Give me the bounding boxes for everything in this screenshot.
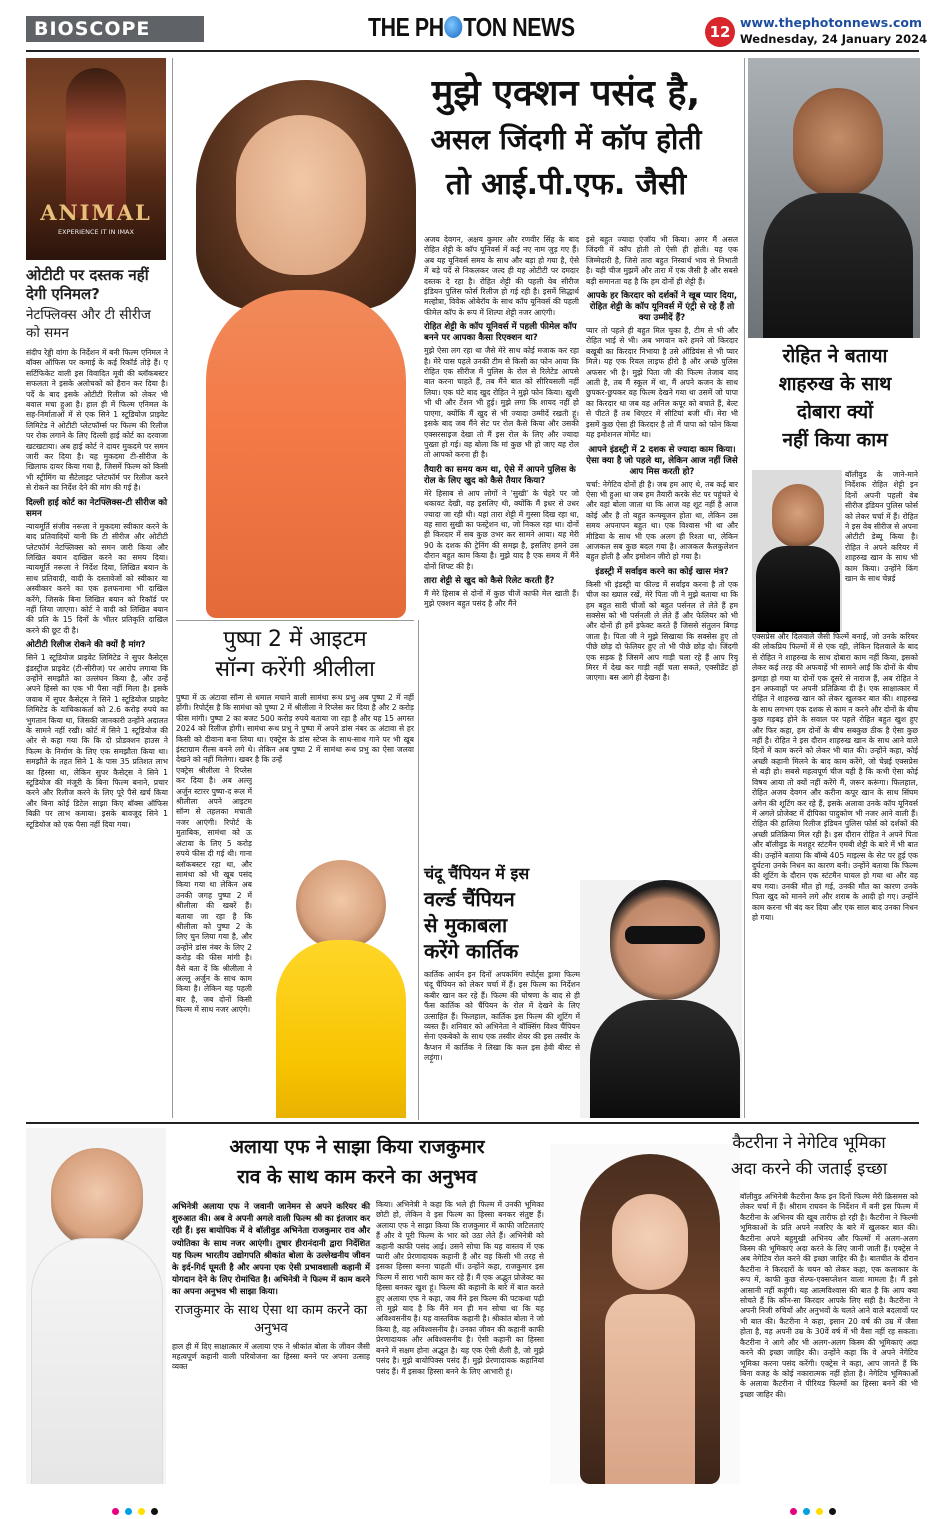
shilpa-col1-a3: मैं मेरे हिसाब से दोनों में कुछ चीजें काफी मेल खाती हैं। मुझे एक्शन बहुत पसंद है और मैंने — [424, 588, 579, 609]
rohit-headline-line1: रोहित ने बताया — [782, 345, 888, 367]
alaya-subhead: राजकुमार के साथ ऐसा था काम करने का अनुभव — [174, 1302, 368, 1336]
alaya-headline-line2: राव के साथ काम करने का अनुभव — [237, 1166, 477, 1188]
issue-date: Wednesday, 24 January 2024 — [740, 32, 928, 46]
alaya-col1 — [172, 1200, 370, 1482]
left-story-para3: सिने 1 स्टूडियोज प्राइवेट लिमिटेड ने सुपर कैसेट्स इंडस्ट्रीज प्राइवेट (टी-सीरीज) पर आरोप लगाया कि उन्होंने समझौते का उल्लंघन किया है, और उन्हें अपने हिस्से का एक भी पैसा नहीं मिला है। इसके जवाब में सुपर कैसेट्स ने सिने 1 स्टूडियोज प्राइवेट लिमिटेड के याचिकाकर्ता को 2.6 करोड़ रुपये का भुगतान किया था, जिसकी जानकारी उन्होंने अदालत के सामने नहीं रखी। कोर्ट में सिने 1 स्टूडियोज की ओर से कहा गया कि कि दो प्रोडक्शन हाउस ने फिल्म के निर्माण के लिए एक समझौता किया था। समझौते के तहत सिने 1 के पास 35 प्रतिशत लाभ का हिस्सा था, लेकिन सुपर कैसेट्स ने सिने 1 स्टूडियोज की मंजूरी के बिना फिल्म बनाने, प्रचार करने और रिलीज करने के लिए पूरे पैसे खर्च किया और बिना कोई डिटेल साझा किए बॉक्स ऑफिस बिक्री पर लाभ कमाया। इसके बावजूद सिने 1 स्टूडियोज को एक पैसा नहीं दिया गया। — [26, 653, 168, 829]
masthead — [0, 0, 945, 54]
color-registration-bar — [112, 1500, 164, 1519]
shilpa-col2-a1: प्यार तो पहले ही बहुत मिल चुका है, टीम से भी और रोहित भाई से भी। अब भगवान करे हमने जो किरदार बखूबी का किरदार निभाया है उसे ऑडियंस से भी प्यार मिले। यह एक रियल लाइफ हीरो है और अच्छे पुलिस अफसर भी है। मुझे पिता जी की फिल्म तेजाब याद आती है, तब मैं स्कूल में था, मैं अपने कजन के साथ छुपकर-छुपकर वह फिल्म देखने गया था उसमें जो पापा का किरदार था जब वह अनिल कपूर को बचाते हैं, बेल्ट से पीटते हैं तब थिएटर में सीटियां बजी थीं। मेरा भी इसमें कुछ ऐसा ही किरदार है तो मैं पापा को फोन किया यह इमोशनल मोमेंट था। — [586, 326, 738, 440]
shilpa-col1-a1: मुझे ऐसा लग रहा था जैसे मेरे साथ कोई मजाक कर रहा है। मेरे पास पहले उनकी टीम से किसी का फोन आया कि रोहित एक सीरीज में पुलिस के रोल से रिलेटेड आपसे बात करना चाहते हैं, तब मैंने बात को सीरियसली नहीं लिया। एक घंटे बाद खुद रोहित ने मुझे फोन किया। खुशी भी थी और टेंशन भी हुई। मुझे लगा कि शायद नहीं हो पाएगा, क्योंकि मैं खुद से भी ज्यादा उम्मीदें रखती हूं। इसके बाद जब मैंने सेट पर रोल कैसे किया और उसकी एक्सरसाइज देखा तो मैं इस रोल के लिए और ज्यादा पुख्ता हो गई। वह बोला कि मां कुछ भी हो जाए यह रोल तो आपको करना ही है। — [424, 346, 579, 460]
shilpa-col2-q1: आपके हर किरदार को दर्शकों ने खूब प्यार दिया, रोहित शेट्टी के कॉप यूनिवर्स में एंट्री से रहे हैं तो क्या उम्मीदें हैं? — [586, 291, 738, 324]
alaya-col1-tail: हाल ही में दिए साक्षात्कार में अलाया एफ ने श्रीकांत बोला के जीवन जैसी महत्वपूर्ण कहानी वाली परियोजना का हिस्सा बनने पर अपना उत्साह व्यक्त — [172, 1341, 370, 1372]
page-number-badge: 12 — [705, 17, 735, 47]
left-story-sub1: दिल्ली हाई कोर्ट का नेटफ्लिक्स-टी सीरीज को समन — [26, 497, 168, 519]
shilpa-col2-intro: इसे बहुत ज्यादा एंजॉय भी किया। अगर मैं असल जिंदगी में कॉप होती तो ऐसी ही होती। यह एक जिम्मेदारी है, जिसे तारा बहुत निस्वार्थ भाव से निभाती है। यही चीज मुझमें और तारा में एक जैसी है और सबसे बड़ी समानता यह है कि हम दोनों ही शेट्टी हैं। — [586, 235, 738, 286]
katrina-headline-line2: अदा करने की जताई इच्छा — [730, 1159, 888, 1178]
shilpa-headline-line2: असल जिंदगी में कॉप होती — [430, 123, 702, 156]
rohit-headline-line2: शाहरुख के साथ — [778, 373, 892, 395]
katrina-headline — [700, 1130, 918, 1182]
kartik-headline-line4: करेंगे कार्तिक — [424, 939, 519, 963]
paper-logo — [368, 12, 575, 42]
alaya-f-photo — [26, 1128, 166, 1484]
poster-title: ANIMAL — [40, 200, 152, 225]
section-label: BIOSCOPE — [26, 16, 204, 42]
rohit-headline-line4: नहीं किया काम — [782, 429, 888, 451]
paper-name-part2: TON NEWS — [463, 12, 575, 42]
shilpa-col2-q2: आपने इंडस्ट्री में 2 दशक से ज्यादा काम किया। ऐसा क्या है जो पहले था, लेकिन आज नहीं जिसे आप मिस करती हो? — [586, 444, 738, 477]
left-story-para2: न्यायमूर्ति संजीव नरूला ने मुकदमा स्वीकार करने के बाद प्रतिवादियों यानी कि टी सीरीज और ओटीटी प्लेटफॉर्म नेटफ्लिक्स को समन जारी किया और लिखित बयान दाखिल करने का समय दिया। न्यायमूर्ति नरूला ने निर्देश दिया, लिखित बयान के साथ प्रतिवादी, वादी के दस्तावेजों को स्वीकार या अस्वीकार करने का एक हलफनामा भी दाखिल करेंगे, जिसके बिना लिखित बयान को रिकॉर्ड पर नहीं लिया जाएगा। कोर्ट ने वादी को लिखित बयान की प्रति के 15 दिनों के भीतर प्रतिकृति दाखिल करने की छूट दी है। — [26, 521, 168, 635]
poster-tagline: EXPERIENCE IT IN IMAX — [58, 228, 134, 236]
rohit-shetty-photo — [748, 58, 920, 338]
left-story-headline: ओटीटी पर दस्तक नहीं देगी एनिमल? — [26, 266, 149, 303]
alaya-headline — [168, 1132, 546, 1192]
shilpa-col2-a2: चर्चा: नेगेटिव दोनों ही है। जब हम आए थे, तब कई बार ऐसा भी हुआ था जब हम तैयारी करके सेट पर पहुंचते थे और वहां बोला जाता था कि आज वह शूट नहीं है आज कोई और है तो बहुत कन्फ्यूजन होता था, लेकिन उस समय अपनापन बहुत था। एक विश्वास भी था और मीडिया के साथ भी एक अलग ही रिश्ता था, लेकिन आजकल सब कुछ बदल गया है। आजकल कैलकुलेशन बहुत होती है और इमोशन जीरो हो गया है। — [586, 479, 738, 562]
rohit-body-full: एक्सप्रेस और दिलवाले जैसी फिल्में बनाईं, जो उनके करियर की लोकप्रिय फिल्मों में से एक रही, लेकिन दिलवाले के बाद से रोहित ने शाहरुख के साथ दोबारा काम नहीं किया, इसको लेकर कई तरह की अफवाहें भी सामने आईं कि दोनों के बीच झगड़ा हो गया या दोनों एक दूसरे से नाराज हैं, अब रोहित ने इन अफवाहों पर अपनी प्रतिक्रिया दी है। एक साक्षात्कार में रोहित ने शाहरुख खान को लेकर खुलकर बात की। शाहरुख के साथ लगभग एक दशक से काम न करने और दोनों के बीच कुछ गड़बड़ होने के सवाल पर पहले रोहित बहुत खुश हुए और फिर कहा, हम दोनों के बीच सबकुछ ठीक है ऐसा कुछ नहीं है। रोहित ने इस दौरान शाहरुख खान के साथ आने वाले दिनों में काम करने को लेकर भी बात की। उन्होंने कहा, कोई अच्छी कहानी मिलने के बाद काम करेंगे, जो चेन्नई एक्सप्रेस से बड़ी हो। सबसे महत्वपूर्ण चीज यही है कि कभी ऐसा कोई विषय आया तो क्यों नहीं करेंगे मैं, जरूर करूंगा। फिलहाल, रोहित अजय देवगन और करीना कपूर खान के साथ सिंघम अगेन की शूटिंग कर रहे हैं, इसके अलावा उनके कॉप यूनिवर्स में अगले प्रोजेक्ट में दीपिका पादुकोण भी नजर आने वाली हैं। रोहित की हालिया रिलीज इंडियन पुलिस फोर्स को दर्शकों की अच्छी प्रतिक्रिया मिल रही है। इस दौरान रोहित ने अपने पिता और बॉलीवुड के मशहूर स्टंटमैन एमबी शेट्टी के बारे में भी बात की। उन्होंने बताया कि बॉम्बे 405 माइल्स के सेट पर हुई एक दुर्घटना उनके निधन का कारण बनी। उन्होंने बताया कि फिल्म की शूटिंग के दौरान एक स्टंटमैन घायल हो गया था और वह बच गया। उनकी मौत हो गई, उनकी मौत का कारण उनके पिता खुद को मानने लगे और शराब के आदी हो गए। उन्होंने काम करना भी बंद कर दिया और एक साल बाद उनका निधन हो गया। — [752, 632, 918, 922]
sreeleela-headline-line2: सॉन्ग करेंगी श्रीलीला — [215, 657, 375, 682]
shilpa-col1-intro: अजय देवगन, अक्षय कुमार और रणवीर सिंह के बाद रोहित शेट्टी के कॉप यूनिवर्स में कई नए नाम जुड़ गए हैं। अब यह यूनिवर्स समय के साथ और बड़ा हो गया है, ऐसे में बड़े पर्दे से निकलकर जल्द ही यह ओटीटी पर दमदार दस्तक दे रहा है। रोहित शेट्टी की पहली वेब सीरीज इंडियन पुलिस फोर्स रिलीज हो गई रही है। इसमें सिद्धार्थ मल्होत्रा, विवेक ओबेरॉय के साथ कॉप यूनिवर्स की पहली फीमेल कॉप के रूप में शिल्पा शेट्टी नजर आएंगी। — [424, 235, 579, 317]
left-story-subhead: नेटफ्लिक्स और टी सीरीज को समन — [26, 307, 151, 341]
reg-dot-yellow — [138, 1508, 145, 1515]
reg-dot-magenta — [112, 1508, 119, 1515]
shilpa-col1-q3: तारा शेट्टी से खुद को कैसे रिलेट करती हैं? — [424, 575, 555, 586]
kartik-aaryan-photo — [580, 880, 742, 1118]
shilpa-headline — [388, 70, 744, 230]
kartik-body: कार्तिक आर्यन इन दिनों अपकमिंग स्पोर्ट्स ड्रामा फिल्म चंदू चैंपियन को लेकर चर्चा में हैं। इस फिल्म का निर्देशन कबीर खान कर रहे हैं। फिल्म की घोषणा के बाद से ही फैंस कार्तिक को चैंपियन के रोल में देखने के लिए उत्साहित हैं। फिलहाल, कार्तिक इस फिल्म की शूटिंग में व्यस्त हैं। शनिवार को अभिनेता ने बॉक्सिंग विश्व चैंपियन सेना एकबेको के साथ एक तस्वीर शेयर की इस तस्वीर के कैप्शन में कार्तिक ने लिखा कि कल इस हेवी बीस्ट से लड़ूंगा। — [424, 970, 580, 1063]
rohit-body-narrow: बॉलीवुड के जाने-माने निर्देशक रोहित शेट्टी इन दिनों अपनी पहली वेब सीरीज इंडियन पुलिस फोर्स को लेकर चर्चा में हैं। रोहित ने इस वेब सीरीज से अपना ओटीटी डेब्यू किया है। रोहित ने अपने करियर में शाहरुख खान के साथ भी काम किया। उन्होंने किंग खान के साथ चेन्नई — [845, 470, 918, 584]
animal-poster — [26, 58, 166, 260]
sreeleela-body-narrow: एक्ट्रेस श्रीलीला ने रिप्लेस कर दिया है। अब अल्लू अर्जुन स्टारर पुष्पा-द रूल में श्रीलीला अपने आइटम सॉन्ग से तहलका मचाती नजर आएंगी। रिपोर्ट के मुताबिक, सामंथा को ऊ अंटावा के लिए 5 करोड़ रुपये फीस दी गई थी। गाना ब्लॉकबस्टर रहा था, और सामंथा को भी खूब पसंद किया गया था लेकिन अब उनकी जगह पुष्पा 2 में श्रीलीला की खबरें हैं। बताया जा रहा है कि श्रीलीला को पुष्पा 2 के लिए चुन लिया गया है, और उन्होंने डांस नंबर के लिए 2 करोड़ की फीस मांगी है। वैसे बता दें कि श्रीलीला ने अल्लू अर्जुन के साथ काम किया है। लेकिन यह पहली बार है, जब दोनों किसी फिल्म में साथ नजर आएंगे। — [176, 765, 252, 1015]
rohit-body — [752, 470, 918, 1118]
globe-icon — [445, 16, 463, 38]
katrina-headline-line1: कैटरीना ने नेगेटिव भूमिका — [732, 1133, 886, 1152]
alaya-col2 — [376, 1200, 544, 1482]
katrina-kaif-photo — [550, 1144, 740, 1484]
left-story-sub2: ओटीटी रिलीज रोकने की क्यों है मांग? — [26, 640, 146, 651]
color-registration-bar-right — [790, 1500, 842, 1519]
reg-dot-black-right — [829, 1508, 836, 1515]
shilpa-col1-q2: तैयारी का समय कम था, ऐसे में आपने पुलिस के रोल के लिए खुद को कैसे तैयार किया? — [424, 464, 576, 486]
reg-dot-cyan — [125, 1508, 132, 1515]
reg-dot-cyan-right — [803, 1508, 810, 1515]
kartik-story — [424, 862, 580, 1118]
shilpa-headline-line3: तो आई.पी.एफ. जैसी — [445, 167, 687, 202]
alaya-intro: अभिनेत्री अलाया एफ ने जवानी जानेमन से अपने करियर की शुरुआत की। अब वे अपनी अगले वाली फिल्म श्री का इंतजार कर रही हैं। इस बायोपिक में वे बॉलीवुड अभिनेता राजकुमार राव और ज्योतिका के साथ नजर आएंगी। तुषार हीरानंदानी द्वारा निर्देशित यह फिल्म भारतीय उद्योगपति श्रीकांत बोला के उल्लेखनीय जीवन के इर्द-गिर्द घूमती है और अपना एक ऐसी प्रभावशाली कहानी में योगदान देने के लिए रोमांचित है। अभिनेत्री ने फिल्म में काम करने का अपना अनुभव भी साझा किया। — [172, 1201, 370, 1297]
shilpa-body-col1 — [424, 235, 579, 835]
reg-dot-magenta-right — [790, 1508, 797, 1515]
kartik-headline-line1: चंदू चैंपियन में इस — [424, 864, 530, 883]
alaya-col2-text: किया। अभिनेत्री ने कहा कि भले ही फिल्म में उनकी भूमिका छोटी हो, लेकिन वे इस फिल्म का हिस्सा बनकर संतुष्ट हैं। अलाया एफ ने साझा किया कि राजकुमार में काफी जटिलताएं हैं और वे पूरी फिल्म के भार को उठा लेते हैं। अभिनेत्री को कहानी काफी पसंद आई। उसने सोचा कि यह वास्तव में एक प्यारी और प्रेरणादायक कहानी है और वह किसी भी तरह से इसका हिस्सा बनना चाहती थीं। उन्होंने कहा, राजकुमार इस फिल्म में सारा भारी काम कर रहे हैं। मैं एक अद्भुत प्रोजेक्ट का हिस्सा बनकर खुश हूं। फिल्म की कहानी के बारे में बात करते हुए अलाया एफ ने कहा, जब मैंने इस फिल्म की पटकथा पढ़ी तो मुझे याद है कि मैंने मन ही मन सोचा था कि यह अविश्वसनीय है। यह वास्तविक कहानी है। श्रीकांत बोला ने जो किया है, वह अविश्वसनीय है। उनका जीवन की कहानी काफी प्रेरणादायक और अविश्वसनीय है। ऐसी कहानी का हिस्सा बनने में सक्षम होना अद्भुत है। यह एक ऐसी शैली है, जो मुझे पसंद है। मुझे बायोपिक्स पसंद हैं। मुझे प्रेरणादायक कहानियां पसंद हैं। मैं इसका हिस्सा बनने के लिए आभारी हूं। — [376, 1200, 544, 1376]
website: www.thephotonnews.com — [740, 15, 922, 30]
katrina-body-text: बॉलीवुड अभिनेत्री कैटरीना कैफ इन दिनों फिल्म मेरी क्रिसमस को लेकर चर्चा में हैं। श्रीराम राघवन के निर्देशन में बनी इस फिल्म में कैटरीना के अभिनय की खूब तारीफ हो रही है। कैटरीना ने फिल्मी भूमिकाओं के प्रति अपने नजरिए के बारे में खुलकर बात की। कैटरीना अपने बहुमुखी अभिनय और फिल्मों में अलग-अलग किस्म की भूमिकाएं अदा करने के लिए जानी जाती हैं। एक्ट्रेस ने अब नेगेटिव रोल करने की इच्छा जाहिर की है। बातचीत के दौरान कैटरीना ने किरदारों के चयन को लेकर कहा, एक कलाकार के रूप में, काफी कुछ सेल्फ-एक्सप्लेशन वाला मामला है। मैं इसे आसानी नहीं कहूंगी। यह आत्मविश्वास की बात है कि आप क्या सोचते हैं कि कौन-सा किरदार आपके लिए सही है। कैटरीना ने अपनी निजी रुचियों और अनुभवों के चलते आने वाले बदलावों पर भी बात की। कैटरीना ने कहा, इसान 20 वर्ष की उम्र में जैसा होता है, वह अपनी उम्र के 30वें वर्ष में भी वैसा नहीं रह सकता। कैटरीना ने आगे और भी अलग-अलग किस्म की भूमिकाएं अदा करने की इच्छा जाहिर की। उन्होंने कहा कि वे अपने नेगेटिव भूमिका करना पसंद करेंगी। एक्ट्रेस ने कहा, आप जानते हैं कि बिना वजह के कोई नकारात्मक नहीं होता है। नेगेटिव भूमिकाओं के अलावा कैटरीना ने पीरियड फिल्मों का हिस्सा बनने की भी इच्छा जाहिर की। — [740, 1192, 918, 1399]
reg-dot-yellow-right — [816, 1508, 823, 1515]
shilpa-body-col2 — [586, 235, 738, 875]
paper-name-part1: THE PH — [368, 12, 444, 42]
shilpa-col2-q3: इंडस्ट्री में सर्वाइव करने का कोई खास मंत्र? — [595, 566, 729, 577]
shilpa-col1-a2: मेरे हिसाब से आप लोगों ने 'सुखी' के चेहरे पर जो थकावट देखी, वह इसलिए थी, क्योंकि मैं इधर से उधर ज्यादा जा रही थी। यहां तारा शेट्टी में गुस्सा दिख रहा था, वह सारा सुखी का फस्ट्रेशन था, जो निकल रहा था। दोनों ही किरदार में सब कुछ उभर कर सामने आया। यह मेरी 90 के दशक की ट्रेनिंग की समझ है, इसलिए हमने उस दौरान बहुत काम किया है। मुझे याद है एक समय में मैंने दोनों शिफ्ट की है। — [424, 488, 579, 571]
shilpa-col1-q1: रोहित शेट्टी के कॉप यूनिवर्स में पहली फीमेल कॉप बनने पर आपका कैसा रिएक्शन था? — [424, 322, 577, 344]
sreeleela-body: पुष्पा में ऊ अंटावा सॉन्ग से धमाल मचाने वाली सामंथा रूथ प्रभु अब पुष्पा 2 में नहीं होंगी। रिपोर्ट्स है कि सामंथा को पुष्पा 2 में श्रीलीला ने रिप्लेस कर दिया है और 2 करोड़ फीस मांगी। पुष्पा 2 का बजट 500 करोड़ रुपये बताया जा रहा है और यह 15 अगस्त 2024 को रिलीज होगी। सामंथा रूथ प्रभु ने पुष्पा में अपने डांस नंबर ऊ अंटावा से हर किसी को दीवाना बना लिया था। एक्ट्रेस के डांस स्टेप्स के साथ-साथ गाने पर भी खूब इंस्टाग्राम रील्स बनने लगे थे। लेकिन अब पुष्पा 2 में सामंथा रूथ प्रभु का ऐसा जलवा देखने को नहीं मिलेगा। खबर है कि उन्हें — [176, 693, 414, 765]
rohit-headline-line3: दोबारा क्यों — [796, 401, 874, 423]
katrina-body — [740, 1192, 918, 1484]
kartik-headline-line2: वर्ल्ड चैंपियन — [424, 887, 515, 911]
shilpa-col2-a3: किसी भी इंडस्ट्री या फील्ड में सर्वाइव करना है तो एक चीज का ख्याल रखें, मेरे पिता जी ने मुझे बताया था कि हम बहुत सारी चीजों को बहुत पर्सनल ले लेते हैं हम सक्सेस को भी पर्सनली ले लेते हैं और फेलियर को भी और दोनों ही हमें इफेक्ट करते हैं जिससे संतुलन बिगड़ जाता है। पिता जी ने मुझे सिखाया कि सक्सेस हुए तो पीछे छोड़ दो फेलियर हुए तो भी पीछे छोड़ दो। जिंदगी एक सड़क है जिसमें आप गाड़ी चला रहे हैं आप रियू मिरर में देख कर गाड़ी नहीं चला सकते, एक्सीडेंट हो जाएगा। बस आगे ही देखना है। — [586, 579, 738, 683]
rohit-headline — [752, 342, 918, 454]
shilpa-headline-line1: मुझे एक्शन पसंद है, — [431, 73, 701, 114]
sreeleela-photo — [256, 860, 416, 1118]
left-story — [26, 266, 168, 1114]
kartik-headline-line3: से मुकाबला — [424, 913, 508, 937]
alaya-headline-line1: अलाया एफ ने साझा किया राजकुमार — [229, 1136, 485, 1158]
left-story-para1: संदीप रेड्डी वांगा के निर्देशन में बनी फिल्म एनिमल ने बॉक्स ऑफिस पर कमाई के कई रिकॉर्ड तोड़े हैं। ए सर्टिफिकेट वाली इस विवादित मूवी की ब्लॉकबस्टर सफलता ने इसके अलोचकों को हैरान कर दिया है। पर्दे के बाद इसके ओटीटी रिलीज को लेकर भी बवाल मचा हुआ है। हाल ही में फिल्म एनिमल के सह-निर्माताओं में से एक सिने 1 स्टूडियोज प्राइवेट लिमिटेड ने ओटीटी प्लेटफॉर्म्स पर फिल्म की रिलीज पर रोक लगाने के लिए दिल्ली हाई कोर्ट का दरवाजा खटखटाया। अब हाई कोर्ट ने दायर मुकदमे पर समन जारी कर दिया है। यह मुकदमा टी-सीरीज के खिलाफ दायर किया गया है, जिसमें फिल्म को किसी भी स्ट्रीमिंग या सैटेलाइट प्लेटफॉर्म पर रिलीज करने से रोकने का निर्देश देने की मांग की गई है। — [26, 348, 168, 493]
sreeleela-headline-line1: पुष्पा 2 में आइटम — [223, 627, 367, 652]
reg-dot-black — [151, 1508, 158, 1515]
actor-silhouette — [66, 68, 126, 218]
